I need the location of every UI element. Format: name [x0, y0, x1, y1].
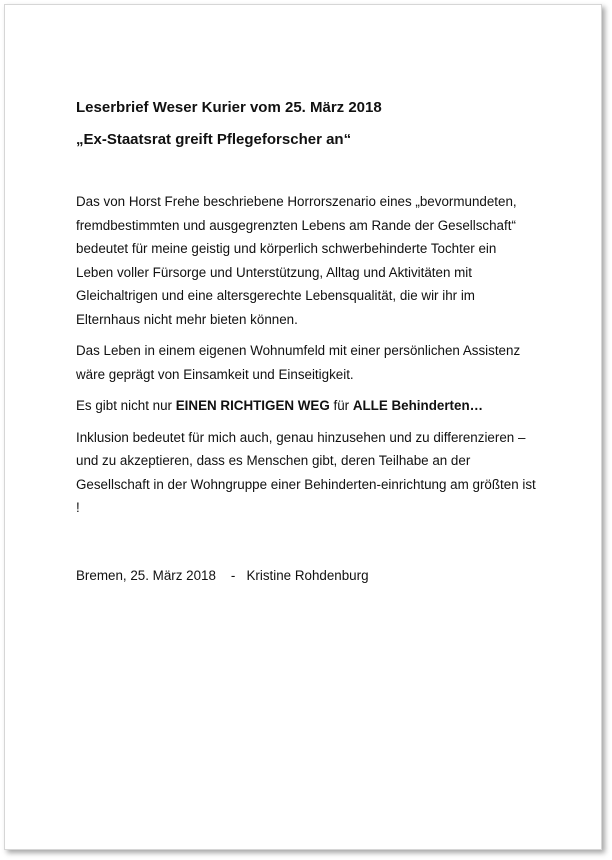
letter-heading: Leserbrief Weser Kurier vom 25. März 2018	[76, 99, 382, 116]
paragraph-3-text-2: für	[329, 398, 353, 413]
signature-line	[76, 564, 536, 588]
paragraph-1: Das von Horst Frehe beschriebene Horrorszenario eines „bevormundeten, fremdbestimmten und ausgegrenzten Lebens am Rande der Gesellschaft“ bedeutet für meine geistig und körperlich schwerbehinderte Tochter ein Leben voller Fürsorge und Unterstützung, Alltag und Aktivitäten mit Gleichaltrigen und eine altersgerechte Lebensqualität, die wir ihr im Elternhaus nicht mehr bieten können.	[76, 194, 517, 327]
signature-separator: -	[215, 567, 247, 583]
letter-content	[76, 98, 536, 587]
signature-name: Kristine Rohdenburg	[246, 567, 369, 583]
paragraph-2: Das Leben in einem eigenen Wohnumfeld mit einer persönlichen Assistenz wäre geprägt von Einsamkeit und Einseitigkeit.	[76, 343, 521, 382]
signature-place-date: Bremen, 25. März 2018	[76, 567, 216, 583]
paragraph-4: Inklusion bedeutet für mich auch, genau hinzusehen und zu differenzieren – und zu akzeptieren, dass es Menschen gibt, deren Teilhabe an der Gesellschaft in der Wohngruppe einer Behinderten-einrichtung am größten ist !	[76, 429, 536, 515]
paragraph-3-emphasis-1: EINEN RICHTIGEN WEG	[175, 398, 330, 413]
paragraph-3-text-1: Es gibt nicht nur	[76, 398, 176, 413]
paragraph-3-emphasis-2: ALLE Behinderten…	[352, 398, 484, 413]
document-page	[4, 4, 602, 850]
paragraph-3	[76, 394, 536, 418]
letter-subject: „Ex-Staatsrat greift Pflegeforscher an“	[76, 131, 352, 148]
